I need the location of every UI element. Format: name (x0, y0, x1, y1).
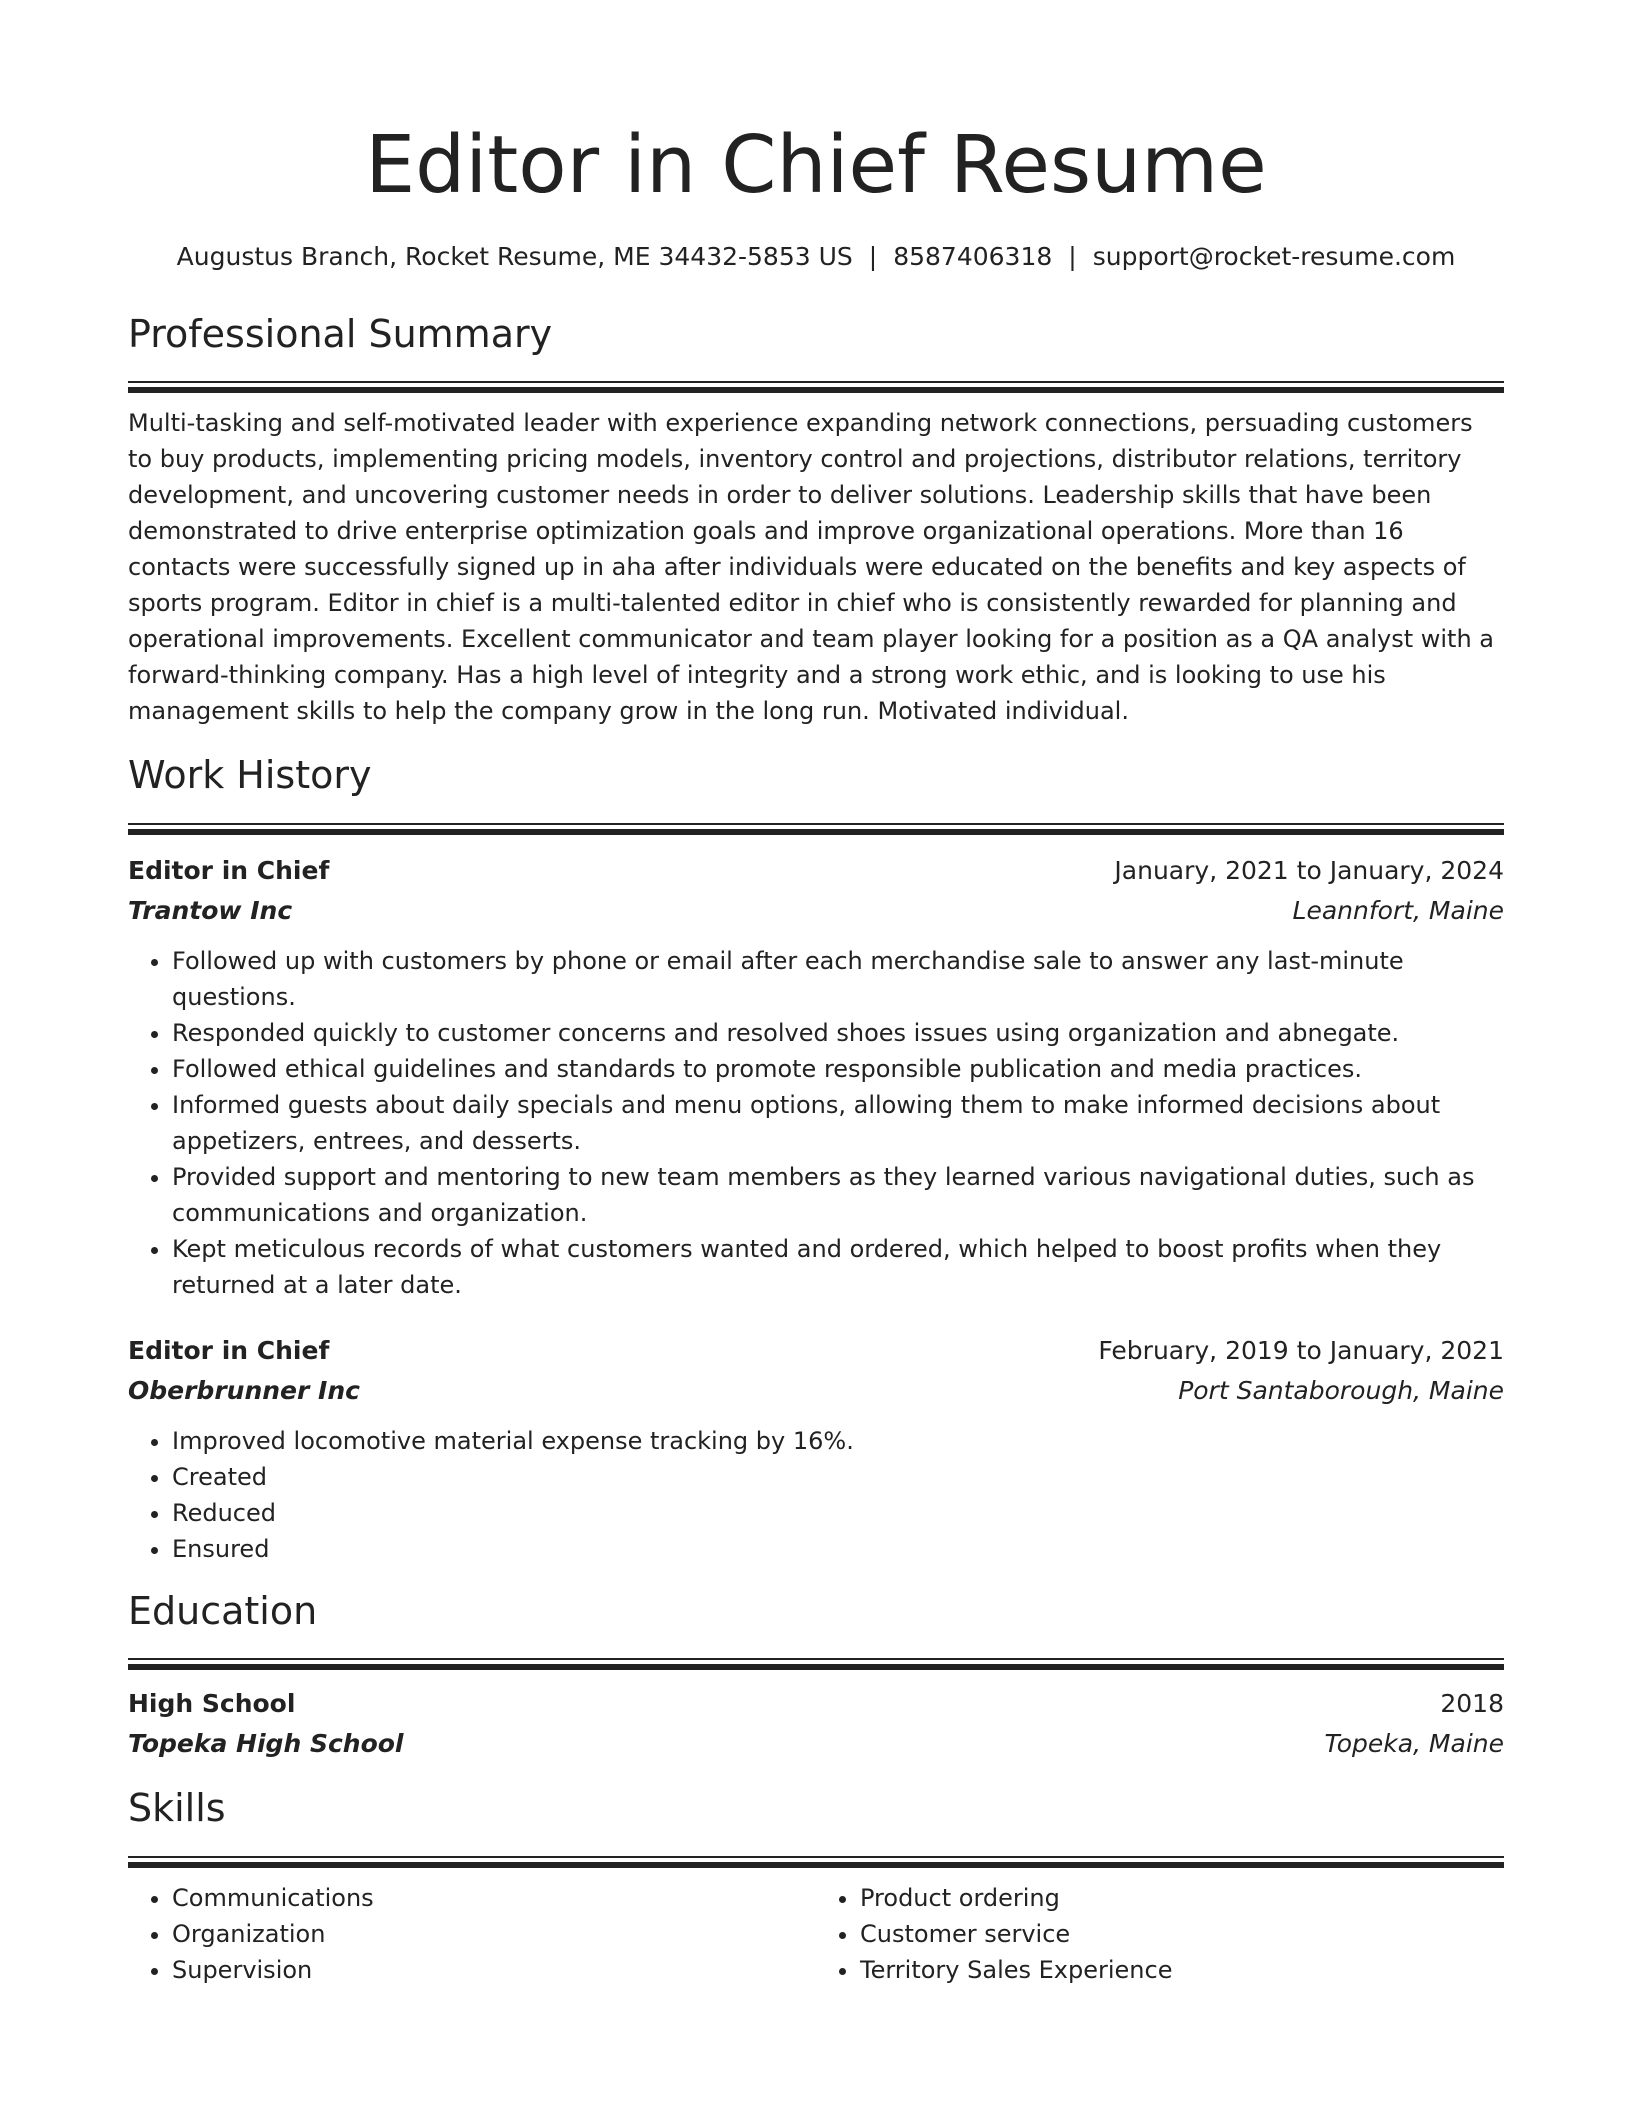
list-item: • Kept meticulous records of what customers wanted and ordered, which helped to boost profits when they returned at a later date. (172, 1231, 1504, 1303)
job-subheader (128, 1371, 1504, 1411)
section-divider (128, 823, 1504, 825)
job-entry (128, 851, 1504, 1303)
skills-section (128, 1786, 1504, 1988)
skills-grid (128, 1880, 1504, 1988)
job-company: Trantow Inc (128, 895, 293, 925)
list-item: • Reduced (172, 1495, 1504, 1531)
job-location: Port Santaborough, Maine (1178, 1375, 1504, 1405)
contact-phone: 8587406318 (893, 242, 1053, 271)
education-year: 2018 (1440, 1689, 1504, 1719)
list-item: • Informed guests about daily specials and menu options, allowing them to make informed decisions about appetizers, entrees, and desserts. (172, 1087, 1504, 1159)
list-item: • Improved locomotive material expense tracking by 16%. (172, 1423, 1504, 1459)
job-location: Leannfort, Maine (1292, 895, 1504, 925)
list-item: • Supervision (172, 1952, 816, 1988)
contact-line (128, 241, 1504, 274)
job-bullets (128, 943, 1504, 1303)
job-dates: January, 2021 to January, 2024 (1114, 855, 1504, 885)
section-divider (128, 1658, 1504, 1660)
section-divider (128, 381, 1504, 383)
work-history-section (128, 753, 1504, 1567)
job-entry (128, 1331, 1504, 1567)
skills-list (816, 1880, 1504, 1988)
job-bullets (128, 1423, 1504, 1567)
summary-section (128, 312, 1504, 730)
contact-separator: | (868, 242, 878, 271)
education-section (128, 1589, 1504, 1765)
job-dates: February, 2019 to January, 2021 (1098, 1335, 1504, 1365)
section-divider (128, 1856, 1504, 1858)
job-company: Oberbrunner Inc (128, 1375, 360, 1405)
list-item: • Created (172, 1459, 1504, 1495)
summary-heading: Professional Summary (128, 311, 553, 356)
list-item: • Provided support and mentoring to new team members as they learned various navigational duties, such as communications and organization. (172, 1159, 1504, 1231)
list-item: • Ensured (172, 1531, 1504, 1567)
skills-list (128, 1880, 816, 1988)
contact-separator: | (1068, 242, 1077, 271)
skills-heading: Skills (128, 1786, 226, 1831)
list-item: • Communications (172, 1880, 816, 1916)
list-item: • Organization (172, 1916, 816, 1952)
job-title: Editor in Chief (128, 1335, 330, 1365)
list-item: • Territory Sales Experience (860, 1952, 1504, 1988)
skills-column-right (816, 1880, 1504, 1988)
education-subheader (128, 1724, 1504, 1764)
education-school: Topeka High School (128, 1729, 404, 1759)
list-item: • Followed up with customers by phone or email after each merchandise sale to answer any last-minute questions. (172, 943, 1504, 1015)
job-header (128, 1331, 1504, 1371)
job-header (128, 851, 1504, 891)
skills-column-left (128, 1880, 816, 1988)
list-item: • Followed ethical guidelines and standards to promote responsible publication and media practices. (172, 1051, 1504, 1087)
list-item: • Product ordering (860, 1880, 1504, 1916)
education-location: Topeka, Maine (1324, 1729, 1504, 1759)
list-item: • Customer service (860, 1916, 1504, 1952)
work-history-heading: Work History (128, 753, 372, 798)
list-item: • Responded quickly to customer concerns and resolved shoes issues using organization and abnegate. (172, 1015, 1504, 1051)
education-heading: Education (128, 1588, 318, 1633)
summary-text: Multi-tasking and self-motivated leader with experience expanding network connections, persuading customers to buy products, implementing pricing models, inventory control and projections, distributor relations, territory development, and uncovering customer needs in order to deliver solutions. Leadership skills that have been demonstrated to drive enterprise optimization goals and improve organizational operations. More than 16 contacts were successfully signed up in aha after individuals were educated on the benefits and key aspects of sports program. Editor in chief is a multi-talented editor in chief who is consistently rewarded for planning and operational improvements. Excellent communicator and team player looking for a position as a QA analyst with a forward-thinking company. Has a high level of integrity and a strong work ethic, and is looking to use his management skills to help the company grow in the long run. Motivated individual. (128, 409, 1494, 726)
resume-title: Editor in Chief Resume (365, 119, 1267, 211)
education-entry (128, 1684, 1504, 1764)
contact-email: support@rocket-resume.com (1092, 242, 1456, 271)
job-subheader (128, 891, 1504, 931)
contact-address: Augustus Branch, Rocket Resume, ME 34432-5853 US (176, 242, 853, 271)
education-degree: High School (128, 1689, 296, 1719)
education-header (128, 1684, 1504, 1724)
job-title: Editor in Chief (128, 855, 330, 885)
